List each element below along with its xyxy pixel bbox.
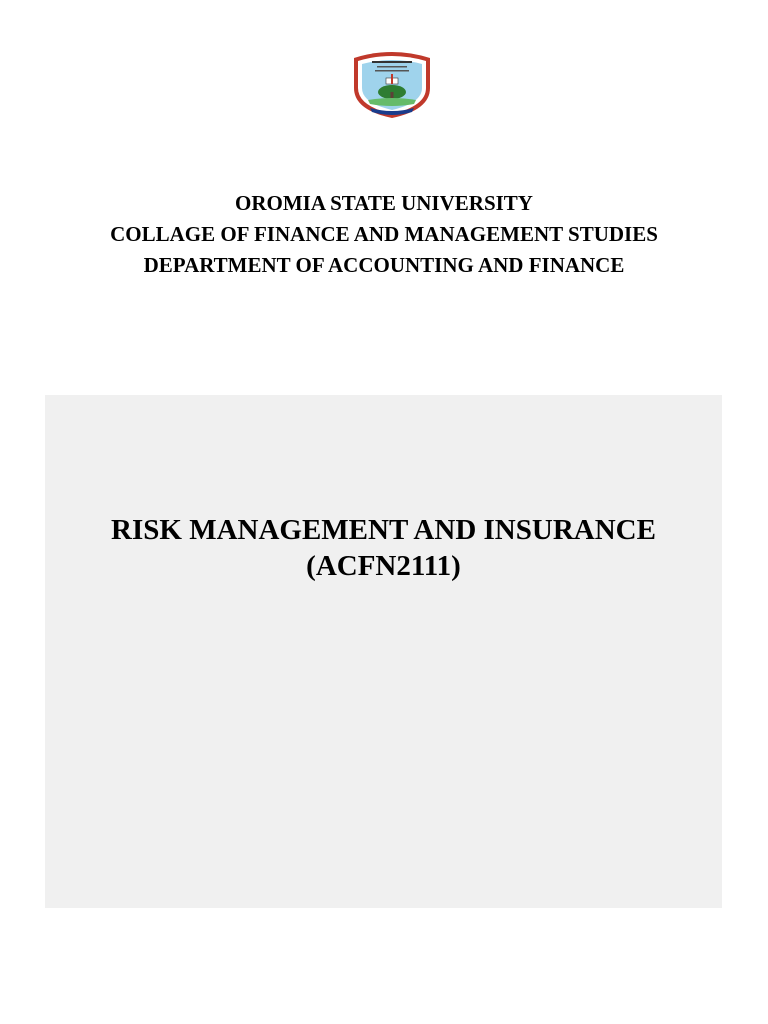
seal-ground bbox=[368, 98, 416, 106]
seal-text-line bbox=[375, 70, 409, 72]
seal-text-line bbox=[377, 66, 407, 68]
seal-text-line bbox=[372, 61, 412, 63]
department-name: DEPARTMENT OF ACCOUNTING AND FINANCE bbox=[143, 253, 625, 277]
institution-header bbox=[0, 188, 768, 281]
university-seal-icon bbox=[348, 48, 436, 120]
course-title-block bbox=[45, 512, 722, 584]
university-name: OROMIA STATE UNIVERSITY bbox=[235, 191, 533, 215]
college-name: COLLAGE OF FINANCE AND MANAGEMENT STUDIES bbox=[110, 222, 658, 246]
course-title: RISK MANAGEMENT AND INSURANCE bbox=[111, 514, 656, 546]
seal-cross-v bbox=[391, 74, 393, 84]
course-code: (ACFN2111) bbox=[306, 550, 461, 582]
title-panel bbox=[45, 395, 722, 908]
